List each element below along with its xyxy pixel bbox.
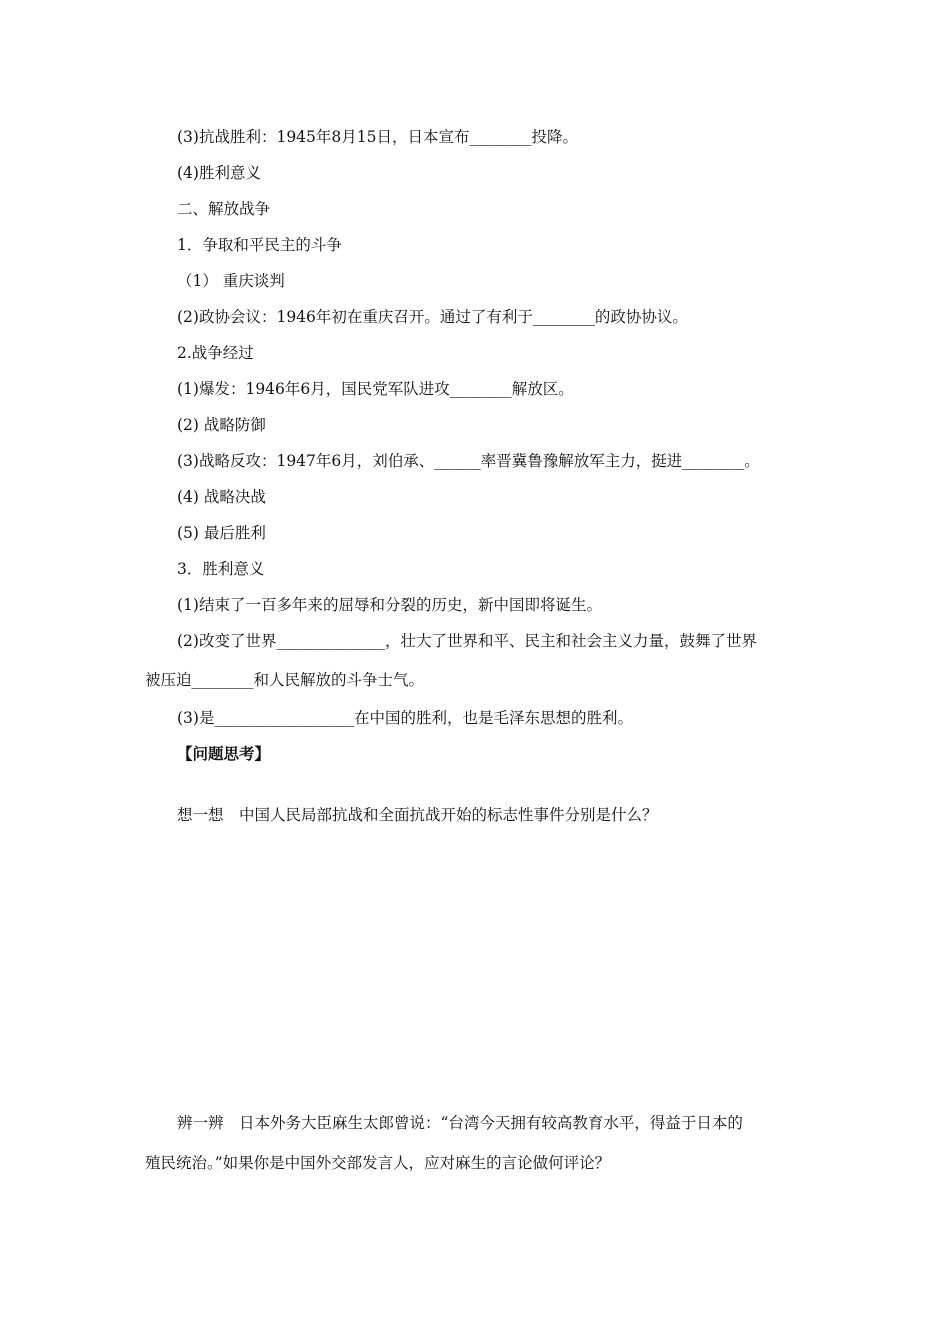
question-text: 想一想 中国人民局部抗战和全面抗战开始的标志性事件分别是什么？ xyxy=(177,806,658,824)
text-line: 2.战争经过 xyxy=(177,344,254,362)
text-line: (1)结束了一百多年来的屈辱和分裂的历史，新中国即将诞生。 xyxy=(177,596,602,614)
text-line: (2)改变了世界______________，壮大了世界和平、民主和社会主义力量，鼓舞了世界 xyxy=(177,632,757,650)
text-line: (3)战略反攻：1947年6月，刘伯承、______率晋冀鲁豫解放军主力，挺进________。 xyxy=(177,452,760,470)
text-line: (2)政协会议：1946年初在重庆召开。通过了有利于________的政协协议。 xyxy=(177,308,688,326)
text-line: 1．争取和平民主的斗争 xyxy=(177,236,342,254)
text-line: 被压迫________和人民解放的斗争士气。 xyxy=(145,671,425,689)
text-line: （1） 重庆谈判 xyxy=(177,272,285,290)
section-heading: 二、解放战争 xyxy=(177,200,271,218)
text-line: (4) 战略决战 xyxy=(177,488,266,506)
text-line: (3)是__________________在中国的胜利，也是毛泽东思想的胜利。 xyxy=(177,709,633,727)
text-line: 3．胜利意义 xyxy=(177,560,265,578)
question-text: 殖民统治。”如果你是中国外交部发言人，应对麻生的言论做何评论？ xyxy=(145,1154,611,1172)
section-heading: 【问题思考】 xyxy=(177,744,271,763)
text-line: (3)抗战胜利：1945年8月15日，日本宣布________投降。 xyxy=(177,128,578,146)
text-line: (5) 最后胜利 xyxy=(177,524,266,542)
text-line: (1)爆发：1946年6月，国民党军队进攻________解放区。 xyxy=(177,380,574,398)
text-line: (4)胜利意义 xyxy=(177,164,261,182)
question-text: 辨一辨 日本外务大臣麻生太郎曾说：“台湾今天拥有较高教育水平，得益于日本的 xyxy=(177,1114,743,1132)
text-line: (2) 战略防御 xyxy=(177,416,266,434)
